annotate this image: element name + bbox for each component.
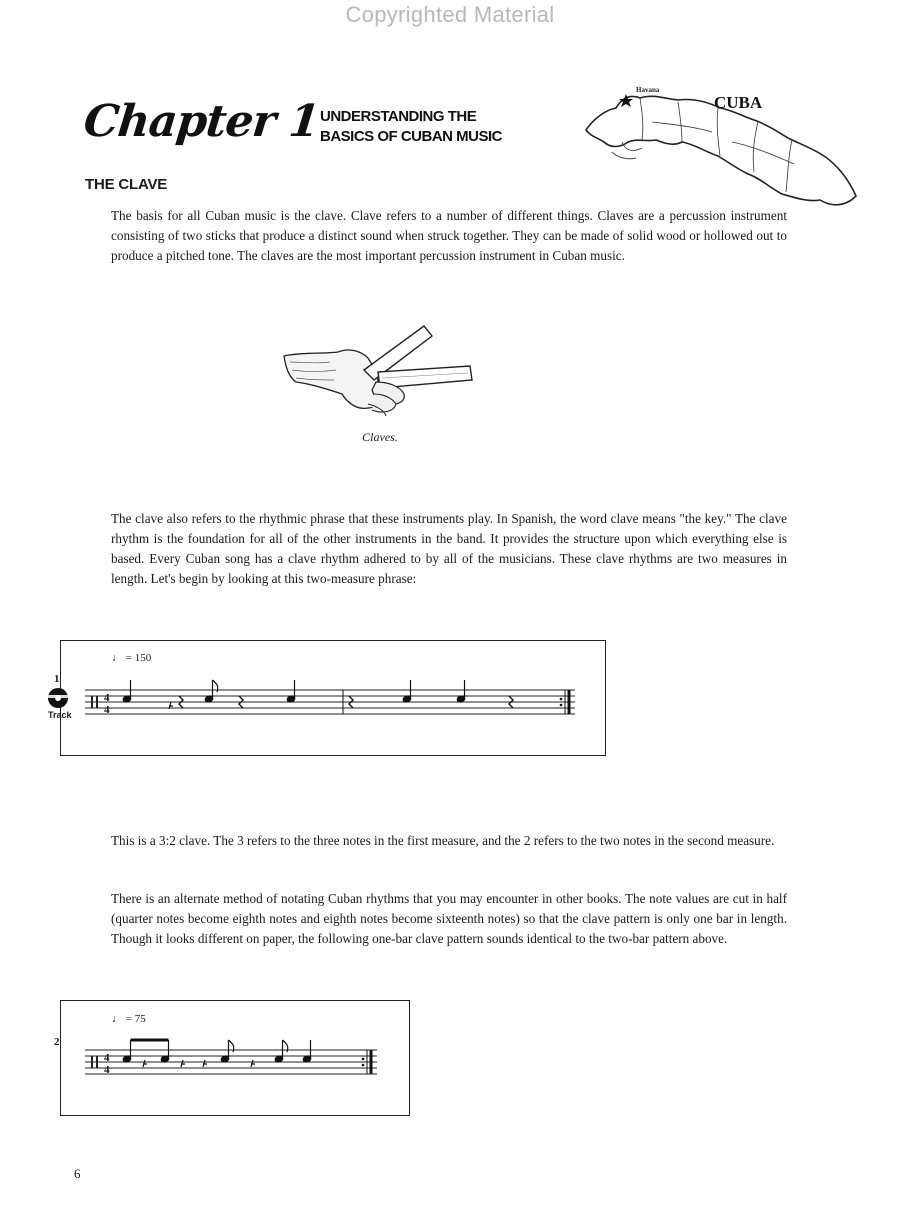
- svg-text:4: 4: [104, 1064, 110, 1076]
- svg-text:4: 4: [104, 1052, 110, 1064]
- tempo-value-1: = 150: [125, 652, 152, 664]
- cuba-map-icon: [582, 82, 860, 212]
- paragraph-3: This is a 3:2 clave. The 3 refers to the three notes in the first measure, and the 2 refers to the two notes in the second measure.: [111, 833, 775, 848]
- staff-example-1: [85, 676, 585, 726]
- paragraph-4: There is an alternate method of notating Cuban rhythms that you may encounter in other books. The note values are cut in half (quarter notes become eighth notes and eighth notes become sixteenth notes) so that the clave pattern is only one bar in length. Though it looks different on paper, the following one-bar clave pattern sounds identical to the two-bar pattern above.: [111, 891, 787, 946]
- track-number-2: 2: [54, 1036, 60, 1048]
- figure-caption: Claves.: [362, 430, 398, 444]
- quarter-note-icon: ♩: [112, 652, 123, 664]
- map-city-label: Havana: [636, 86, 660, 94]
- paragraph-2: The clave also refers to the rhythmic phrase that these instruments play. In Spanish, the word clave means "the key." The clave rhythm is the foundation for all of the other instruments in the band. It provides the structure upon which everything else is based. Every Cuban song has a clave rhythm adhered to by all of the musicians. These clave rhythms are two measures in length. Let's begin by looking at this two-measure phrase:: [111, 511, 787, 586]
- paragraph-1: The basis for all Cuban music is the clave. Clave refers to a number of different things. Claves are a percussion instrument consisting of two sticks that produce a distinct sound when struck together. They can be made of solid wood or hollowed out to produce a pitched tone. The claves are the most important percussion instrument in Cuban music.: [111, 208, 787, 263]
- claves-illustration: [282, 318, 478, 418]
- chapter-title: Chapter 1: [81, 96, 322, 147]
- tempo-marking-1: [112, 652, 151, 664]
- cd-icon: [44, 686, 72, 712]
- chapter-subtitle-line1: UNDERSTANDING THE: [320, 108, 477, 125]
- chapter-subtitle-line2: BASICS OF CUBAN MUSIC: [320, 128, 503, 145]
- tempo-marking-2: [112, 1013, 146, 1025]
- svg-text:4: 4: [104, 704, 110, 716]
- svg-text:4: 4: [104, 692, 110, 704]
- tempo-value-2: = 75: [125, 1013, 146, 1025]
- staff-example-2: [85, 1036, 385, 1086]
- map-country-label: CUBA: [714, 93, 763, 112]
- page-number: 6: [74, 1166, 81, 1181]
- track-label: Track: [48, 710, 72, 720]
- watermark: Copyrighted Material: [345, 2, 555, 27]
- quarter-note-icon: ♩: [112, 1013, 123, 1025]
- section-heading: THE CLAVE: [85, 176, 168, 193]
- track-number-1: 1: [54, 673, 60, 685]
